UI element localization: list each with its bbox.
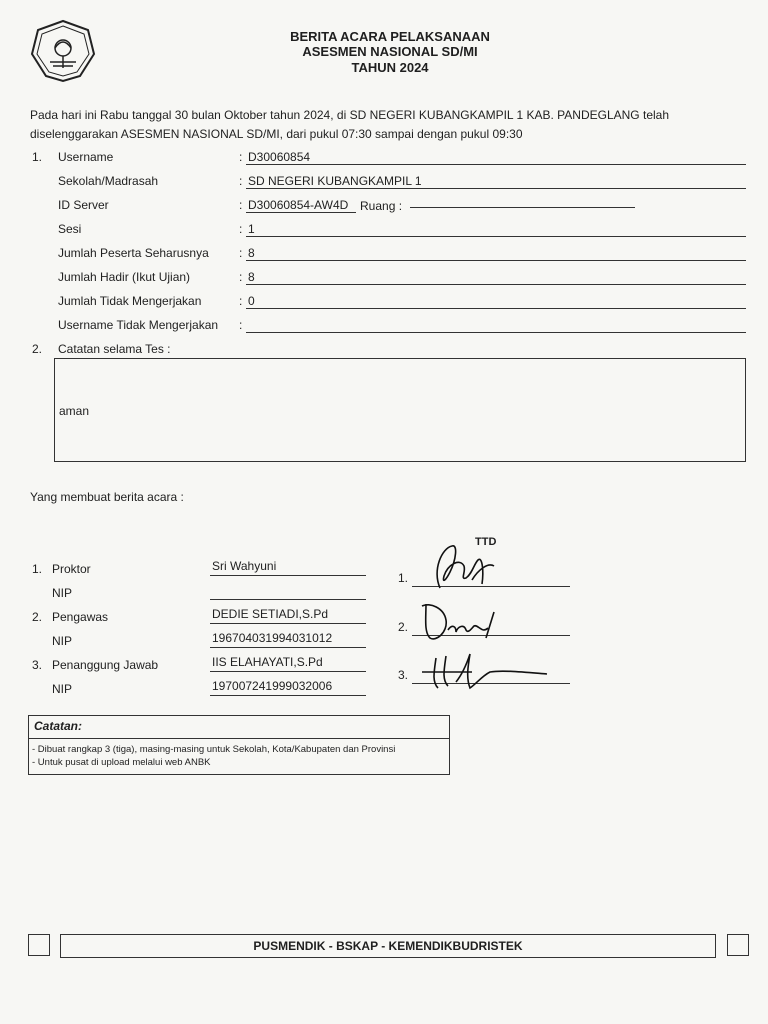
signers-heading: Yang membuat berita acara : — [30, 490, 184, 504]
section-1-number: 1. — [32, 150, 43, 164]
field-colon: : — [239, 318, 243, 332]
signer-nip-label: NIP — [52, 634, 73, 648]
field-label: Username — [58, 150, 114, 164]
field-colon: : — [239, 222, 243, 236]
footer-right-square — [727, 934, 749, 956]
footer-banner: PUSMENDIK - BSKAP - KEMENDIKBUDRISTEK — [60, 934, 716, 958]
field-value: 0 — [248, 294, 255, 308]
signature-2 — [412, 598, 522, 647]
field-label: Sesi — [58, 222, 82, 236]
field-underline — [246, 212, 356, 213]
signer-nip-underline — [210, 647, 366, 648]
signature-number: 1. — [398, 571, 409, 585]
test-notes-text: aman — [59, 404, 90, 418]
field-value: SD NEGERI KUBANGKAMPIL 1 — [248, 174, 422, 188]
field-value: D30060854 — [248, 150, 311, 164]
section-2-label: Catatan selama Tes : — [58, 342, 171, 356]
field-label: Jumlah Peserta Seharusnya — [58, 246, 209, 260]
tut-wuri-handayani-logo — [28, 18, 98, 84]
signer-role: Penanggung Jawab — [52, 658, 159, 672]
field-label: Jumlah Tidak Mengerjakan — [58, 294, 202, 308]
field-label: ID Server — [58, 198, 109, 212]
field-colon: : — [239, 246, 243, 260]
field-value: 1 — [248, 222, 255, 236]
field-colon: : — [239, 150, 243, 164]
signer-number: 2. — [32, 610, 43, 624]
signer-nip: 197007241999032006 — [212, 679, 333, 693]
field-underline — [246, 260, 746, 261]
signature-1 — [412, 540, 522, 595]
signer-nip-label: NIP — [52, 586, 73, 600]
signer-name: Sri Wahyuni — [212, 559, 277, 573]
field-colon: : — [239, 198, 243, 212]
catatan-box — [28, 715, 450, 775]
catatan-item-2: - Untuk pusat di upload melalui web ANBK — [32, 757, 211, 768]
doc-title-line-3: TAHUN 2024 — [351, 60, 429, 75]
test-notes-box — [54, 358, 746, 462]
signer-nip: 196704031994031012 — [212, 631, 333, 645]
field-colon: : — [239, 270, 243, 284]
ruang-label: Ruang : — [360, 199, 403, 213]
signer-nip-label: NIP — [52, 682, 73, 696]
signer-number: 1. — [32, 562, 43, 576]
signature-3 — [412, 648, 552, 697]
field-label: Username Tidak Mengerjakan — [58, 318, 219, 332]
field-label: Jumlah Hadir (Ikut Ujian) — [58, 270, 191, 284]
intro-line-2: diselenggarakan ASESMEN NASIONAL SD/MI, dari pukul 07:30 sampai dengan pukul 09:30 — [30, 127, 523, 141]
signer-name-underline — [210, 623, 366, 624]
field-value: 8 — [248, 246, 255, 260]
field-underline — [246, 188, 746, 189]
signer-role: Pengawas — [52, 610, 109, 624]
field-underline — [246, 164, 746, 165]
signer-number: 3. — [32, 658, 43, 672]
signer-name: IIS ELAHAYATI,S.Pd — [212, 655, 323, 669]
field-value: D30060854-AW4D — [248, 198, 349, 212]
footer-left-square — [28, 934, 50, 956]
doc-title-line-1: BERITA ACARA PELAKSANAAN — [290, 29, 490, 44]
field-value: 8 — [248, 270, 255, 284]
catatan-item-1: - Dibuat rangkap 3 (tiga), masing-masing untuk Sekolah, Kota/Kabupaten dan Provinsi — [32, 744, 396, 755]
signature-number: 3. — [398, 668, 409, 682]
field-underline — [246, 284, 746, 285]
signer-role: Proktor — [52, 562, 91, 576]
signer-name-underline — [210, 671, 366, 672]
doc-title-line-2: ASESMEN NASIONAL SD/MI — [302, 44, 478, 59]
field-underline — [246, 332, 746, 333]
field-underline — [246, 308, 746, 309]
field-underline — [246, 236, 746, 237]
field-colon: : — [239, 174, 243, 188]
signer-nip-underline — [210, 599, 366, 600]
section-2-number: 2. — [32, 342, 43, 356]
catatan-title: Catatan: — [29, 716, 449, 739]
field-label: Sekolah/Madrasah — [58, 174, 159, 188]
intro-line-1: Pada hari ini Rabu tanggal 30 bulan Oktober tahun 2024, di SD NEGERI KUBANGKAMPIL 1 KAB. PANDEGLANG telah — [30, 108, 669, 122]
field-colon: : — [239, 294, 243, 308]
ruang-underline — [410, 207, 635, 208]
signer-name-underline — [210, 575, 366, 576]
ttd-label: TTD — [475, 536, 497, 548]
signature-number: 2. — [398, 620, 409, 634]
signer-nip-underline — [210, 695, 366, 696]
signer-name: DEDIE SETIADI,S.Pd — [212, 607, 329, 621]
